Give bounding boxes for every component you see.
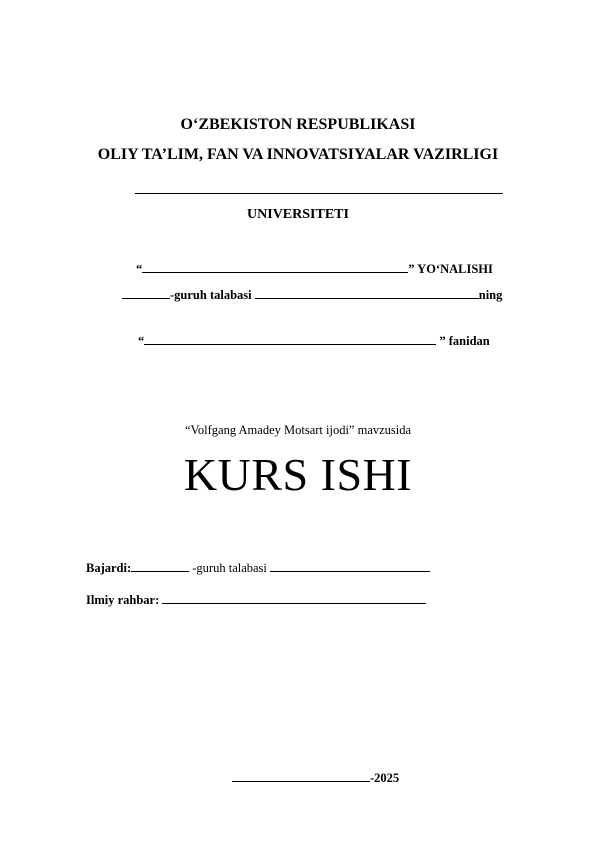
city-blank [232, 780, 370, 782]
performer-name-blank [270, 570, 430, 572]
performer-label: Bajardi: [86, 561, 132, 575]
topic-line: “Volfgang Amadey Motsart ijodi” mavzusida [184, 423, 412, 437]
student-name-blank [255, 297, 479, 299]
performer-line [86, 561, 430, 576]
group-middle-text: -guruh talabasi [170, 288, 255, 302]
group-line [122, 288, 502, 303]
supervisor-label: Ilmiy rahbar: [86, 593, 160, 607]
subject-open-quote: “ [138, 334, 145, 348]
university-heading: UNIVERSITETI [247, 207, 349, 222]
subject-blank [144, 343, 436, 345]
subject-suffix: ” fanidan [436, 334, 490, 348]
performer-group-blank [131, 570, 189, 572]
year-suffix: -2025 [370, 771, 400, 785]
year-line [232, 771, 399, 786]
republic-heading: O‘ZBEKISTON RESPUBLIKASI [180, 116, 416, 133]
direction-line [136, 262, 493, 277]
ministry-heading: OLIY TA’LIM, FAN VA INNOVATSIYALAR VAZIRLIGI [97, 146, 499, 163]
direction-suffix: ” YO‘NALISHI [408, 262, 493, 276]
university-name-blank [135, 193, 503, 194]
direction-blank [142, 271, 408, 273]
direction-open-quote: “ [136, 262, 143, 276]
supervisor-line [86, 593, 426, 608]
group-number-blank [122, 297, 170, 299]
document-title: KURS ISHI [183, 449, 413, 500]
subject-line [138, 334, 490, 349]
performer-middle-text: -guruh talabasi [189, 561, 271, 575]
group-suffix: ning [478, 288, 503, 302]
supervisor-name-blank [162, 602, 426, 604]
